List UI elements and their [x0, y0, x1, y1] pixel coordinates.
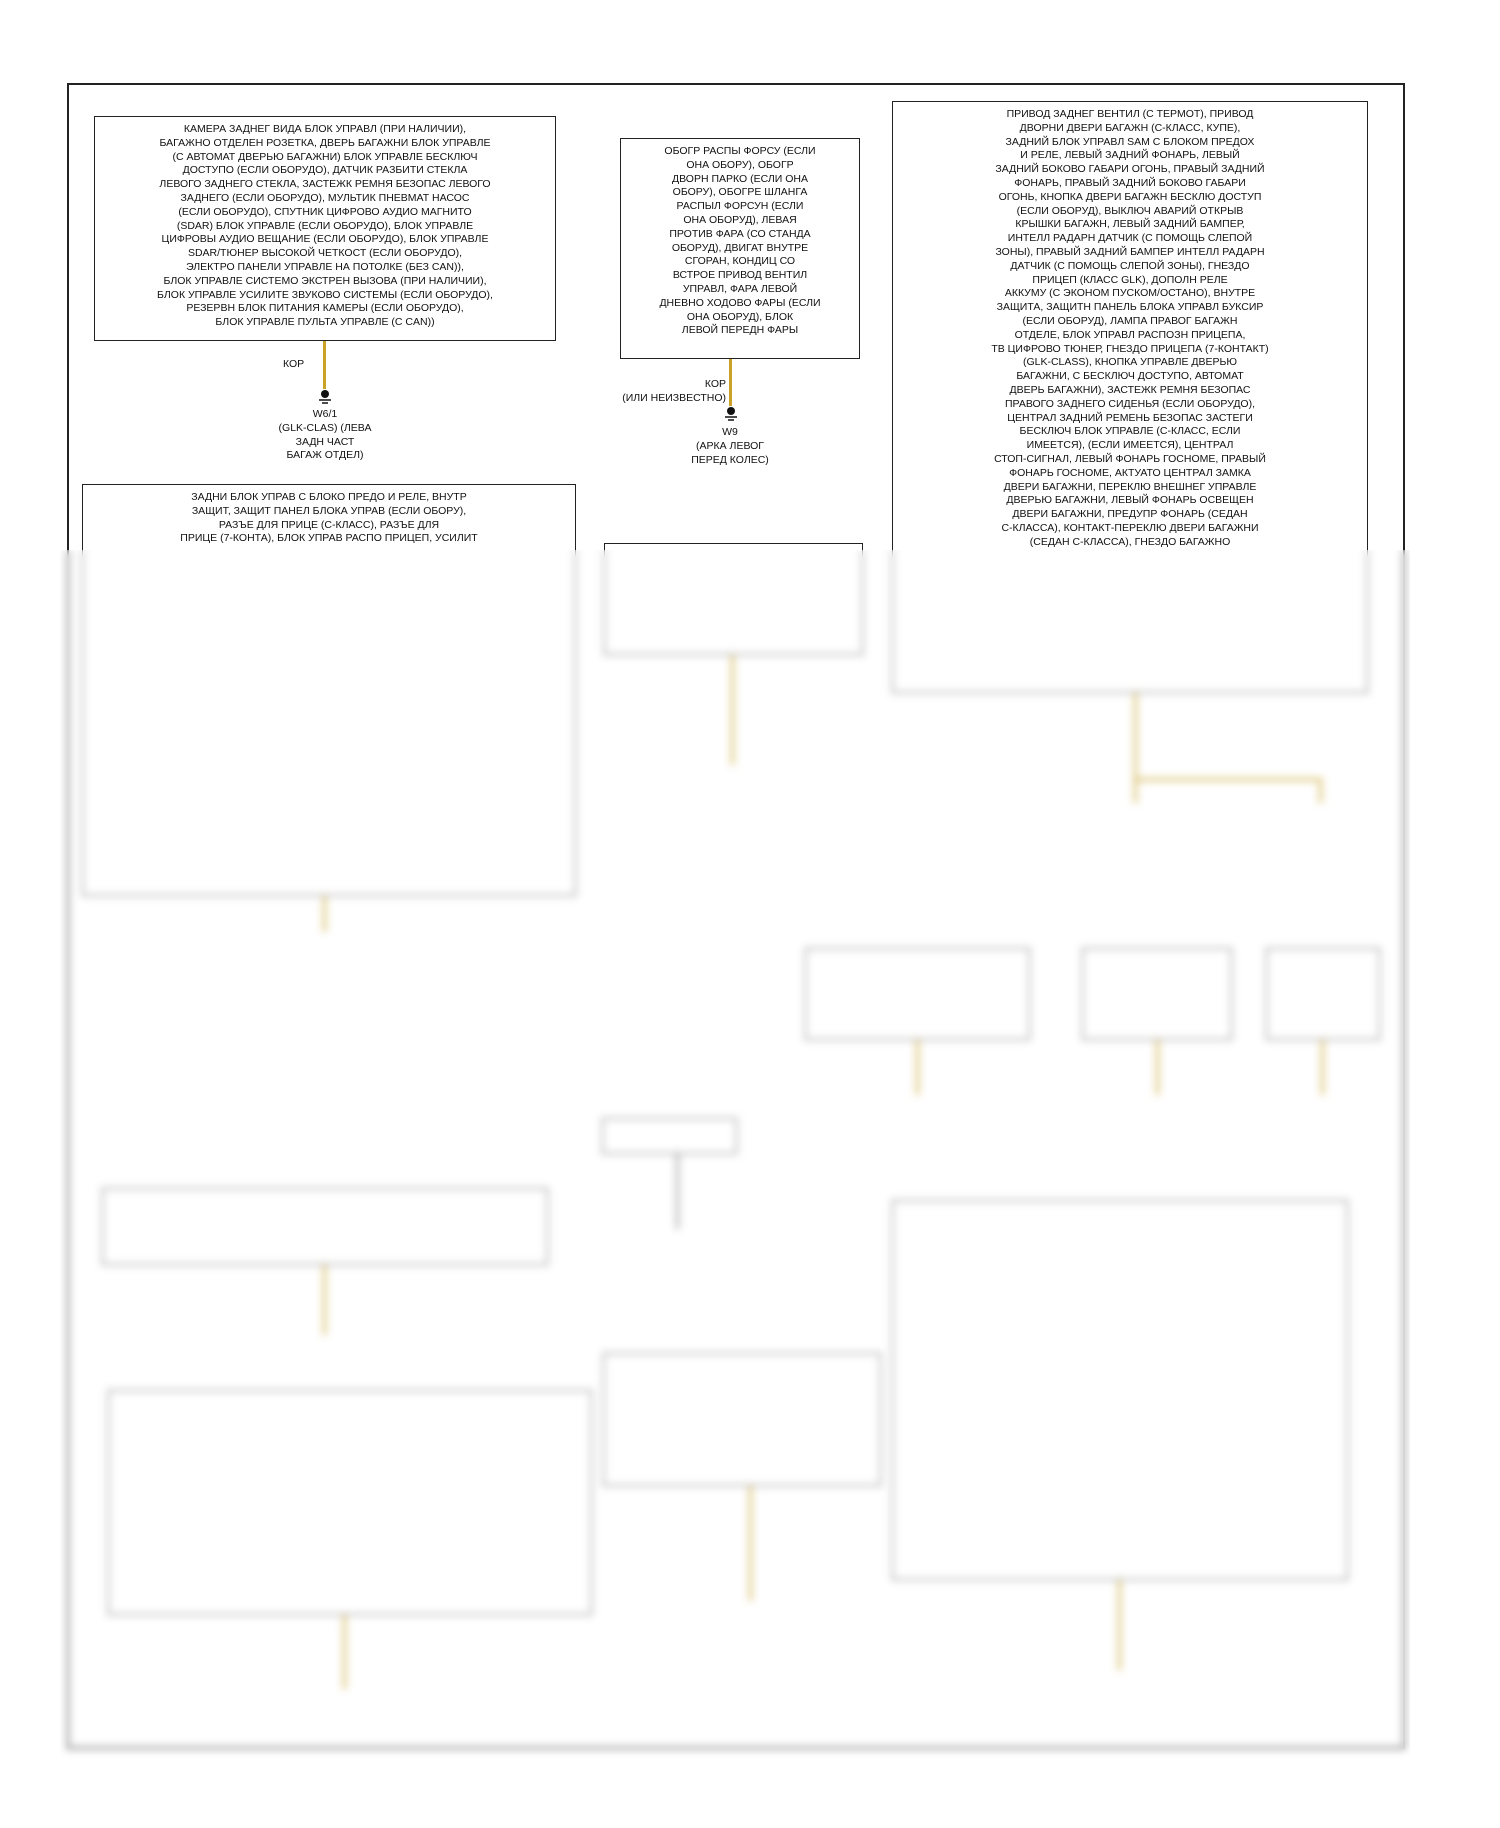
wire-label-1: КОР — [283, 358, 305, 370]
ground-icon — [317, 389, 333, 405]
module-left-headlamp: ОБОГР РАСПЫ ФОРСУ (ЕСЛИ ОНА ОБОРУ), ОБОГР ДВОРН ПАРКО (ЕСЛИ ОНА ОБОРУ), ОБОГРЕ ШЛАНГА РАСПЫЛ ФОРСУН (ЕСЛИ ОНА ОБОРУД), ЛЕВАЯ ПРОТИВ ФАРА (СО СТАНДА ОБОРУД), ДВИГАТ ВНУТРЕ СГОРАН, КОНДИЦ СО ВСТРОЕ ПРИВОД ВЕНТИЛ УПРАВЛ, ФАРА ЛЕВОЙ ДНЕВНО ХОДОВО ФАРЫ (ЕСЛИ ОНА ОБОРУД), БЛОК ЛЕВОЙ ПЕРЕДН ФАРЫ — [620, 138, 860, 359]
ground-label-w9: W9 (АРКА ЛЕВОГ ПЕРЕД КОЛЕС) — [691, 426, 769, 466]
wire-label-2: КОР (ИЛИ НЕИЗВЕСТНО) — [622, 378, 726, 404]
ground-icon — [723, 406, 739, 422]
module-rear-sam-fuse: ЗАДНИ БЛОК УПРАВ С БЛОКО ПРЕДО И РЕЛЕ, ВНУТР ЗАЩИТ, ЗАЩИТ ПАНЕЛ БЛОКА УПРАВ (ЕСЛИ ОБОРУ), РАЗЪЕ ДЛЯ ПРИЦЕ (С-КЛАСС), РАЗЪЕ ДЛЯ ПРИЦЕ (7-КОНТА), БЛОК УПРАВ РАСПО ПРИЦЕП, УСИЛИТ — [82, 484, 576, 896]
module-rear-sam: ПРИВОД ЗАДНЕГ ВЕНТИЛ (С ТЕРМОТ), ПРИВОД ДВОРНИ ДВЕРИ БАГАЖН (С-КЛАСС, КУПЕ), ЗАДНИЙ БЛОК УПРАВЛ SAM С БЛОКОМ ПРЕДОХ И РЕЛЕ, ЛЕВЫЙ ЗАДНИЙ ФОНАРЬ, ЛЕВЫЙ ЗАДНИЙ БОКОВО ГАБАРИ ОГОНЬ, ПРАВЫЙ ЗАДНИЙ ФОНАРЬ, ПРАВЫЙ ЗАДНИЙ БОКОВО ГАБАРИ ОГОНЬ, КНОПКА ДВЕРИ БАГАЖН БЕСКЛЮ ДОСТУП (ЕСЛИ ОБОРУД), ВЫКЛЮЧ АВАРИЙ ОТКРЫВ КРЫШКИ БАГАЖН, ЛЕВЫЙ ЗАДНИЙ БАМПЕР, ИНТЕЛЛ РАДАРН ДАТЧИК (С ПОМОЩЬ СЛЕПОЙ ЗОНЫ), ПРАВЫЙ ЗАДНИЙ БАМПЕР ИНТЕЛЛ РАДАРН ДАТЧИК (С ПОМОЩЬ СЛЕПОЙ ЗОНЫ), ГНЕЗДО ПРИЦЕП (КЛАСС GLK), ДОПОЛН РЕЛЕ АККУМУ (С ЭКОНОМ ПУСКОМ/ОСТАНО), ВНУТРЕ ЗАЩИТА, ЗАЩИТН ПАНЕЛЬ БЛОКА УПРАВЛ БУКСИР (ЕСЛИ ОБОРУД), ЛАМПА ПРАВОГ БАГАЖН ОТДЕЛЕ, БЛОК УПРАВЛ РАСПОЗН ПРИЦЕПА, ТВ ЦИФРОВО ТЮНЕР, ГНЕЗДО ПРИЦЕПА (7-КОНТАКТ) (GLK-CLASS), КНОПКА УПРАВЛЕ ДВЕРЬЮ БАГАЖНИ, С БЕСКЛЮЧ ДОСТУПО, АВТОМАТ ДВЕРЬ БАГАЖНИ), ЗАСТЕЖК РЕМНЯ БЕЗОПАС ПРАВОГО ЗАДНЕГО СИДЕНЬЯ (ЕСЛИ ОБОРУДО), ЦЕНТРАЛ ЗАДНИЙ РЕМЕНЬ БЕЗОПАС ЗАСТЕГИ БЕСКЛЮЧ БЛОК УПРАВЛЕ (С-КЛАСС, ЕСЛИ ИМЕЕТСЯ), (ЕСЛИ ИМЕЕТСЯ), ЦЕНТРАЛ СТОП-СИГНАЛ, ЛЕВЫЙ ФОНАРЬ ГОСНОМЕ, ПРАВЫЙ ФОНАРЬ ГОСНОМЕ, АКТУАТО ЦЕНТРАЛ ЗАМКА ДВЕРИ БАГАЖНИ, ПЕРЕКЛЮ ВНЕШНЕГ УПРАВЛЕ ДВЕРЬЮ БАГАЖНИ, ЛЕВЫЙ ФОНАРЬ ОСВЕЩЕН ДВЕРИ БАГАЖНИ, ПРЕДУПР ФОНАРЬ (СЕДАН С-КЛАССА), КОНТАКТ-ПЕРЕКЛЮ ДВЕРИ БАГАЖНИ (СЕДАН С-КЛАССА), ГНЕЗДО БАГАЖНО — [892, 101, 1368, 693]
ground-label-w6: W6/1 (GLK-CLAS) (ЛЕВА ЗАДН ЧАСТ БАГАЖ ОТДЕЛ) — [278, 408, 372, 462]
wire-2 — [729, 359, 732, 406]
blurred-region — [60, 550, 1410, 1760]
module-camera-trunk: КАМЕРА ЗАДНЕГ ВИДА БЛОК УПРАВЛ (ПРИ НАЛИЧИИ), БАГАЖНО ОТДЕЛЕН РОЗЕТКА, ДВЕРЬ БАГАЖНИ БЛОК УПРАВЛЕ (С АВТОМАТ ДВЕРЬЮ БАГАЖНИ) БЛОК УПРАВЛЕ БЕСКЛЮЧ ДОСТУПО (ЕСЛИ ОБОРУДО), ДАТЧИК РАЗБИТИ СТЕКЛА ЛЕВОГО ЗАДНЕГО СТЕКЛА, ЗАСТЕЖК РЕМНЯ БЕЗОПАС ЛЕВОГО ЗАДНЕГО (ЕСЛИ ОБОРУДО), МУЛЬТИК ПНЕВМАТ НАСОС (ЕСЛИ ОБОРУДО), СПУТНИК ЦИФРОВО АУДИО МАГНИТО (SDAR) БЛОК УПРАВЛЕ (ЕСЛИ ОБОРУДО), БЛОК УПРАВЛЕ ЦИФРОВЫ АУДИО ВЕЩАНИЕ (ЕСЛИ ОБОРУДО), БЛОК УПРАВЛЕ SDAR/ТЮНЕР ВЫСОКОЙ ЧЕТКОСТ (ЕСЛИ ОБОРУДО), ЭЛЕКТРО ПАНЕЛИ УПРАВЛЕ НА ПОТОЛКЕ (БЕЗ CAN)), БЛОК УПРАВЛЕ СИСТЕМО ЭКСТРЕН ВЫЗОВА (ПРИ НАЛИЧИИ), БЛОК УПРАВЛЕ УСИЛИТЕ ЗВУКОВО СИСТЕМЫ (ЕСЛИ ОБОРУДО), РЕЗЕРВН БЛОК ПИТАНИЯ КАМЕРЫ (ЕСЛИ ОБОРУДО), БЛОК УПРАВЛЕ ПУЛЬТА УПРАВЛЕ (С CAN)) — [94, 116, 556, 341]
